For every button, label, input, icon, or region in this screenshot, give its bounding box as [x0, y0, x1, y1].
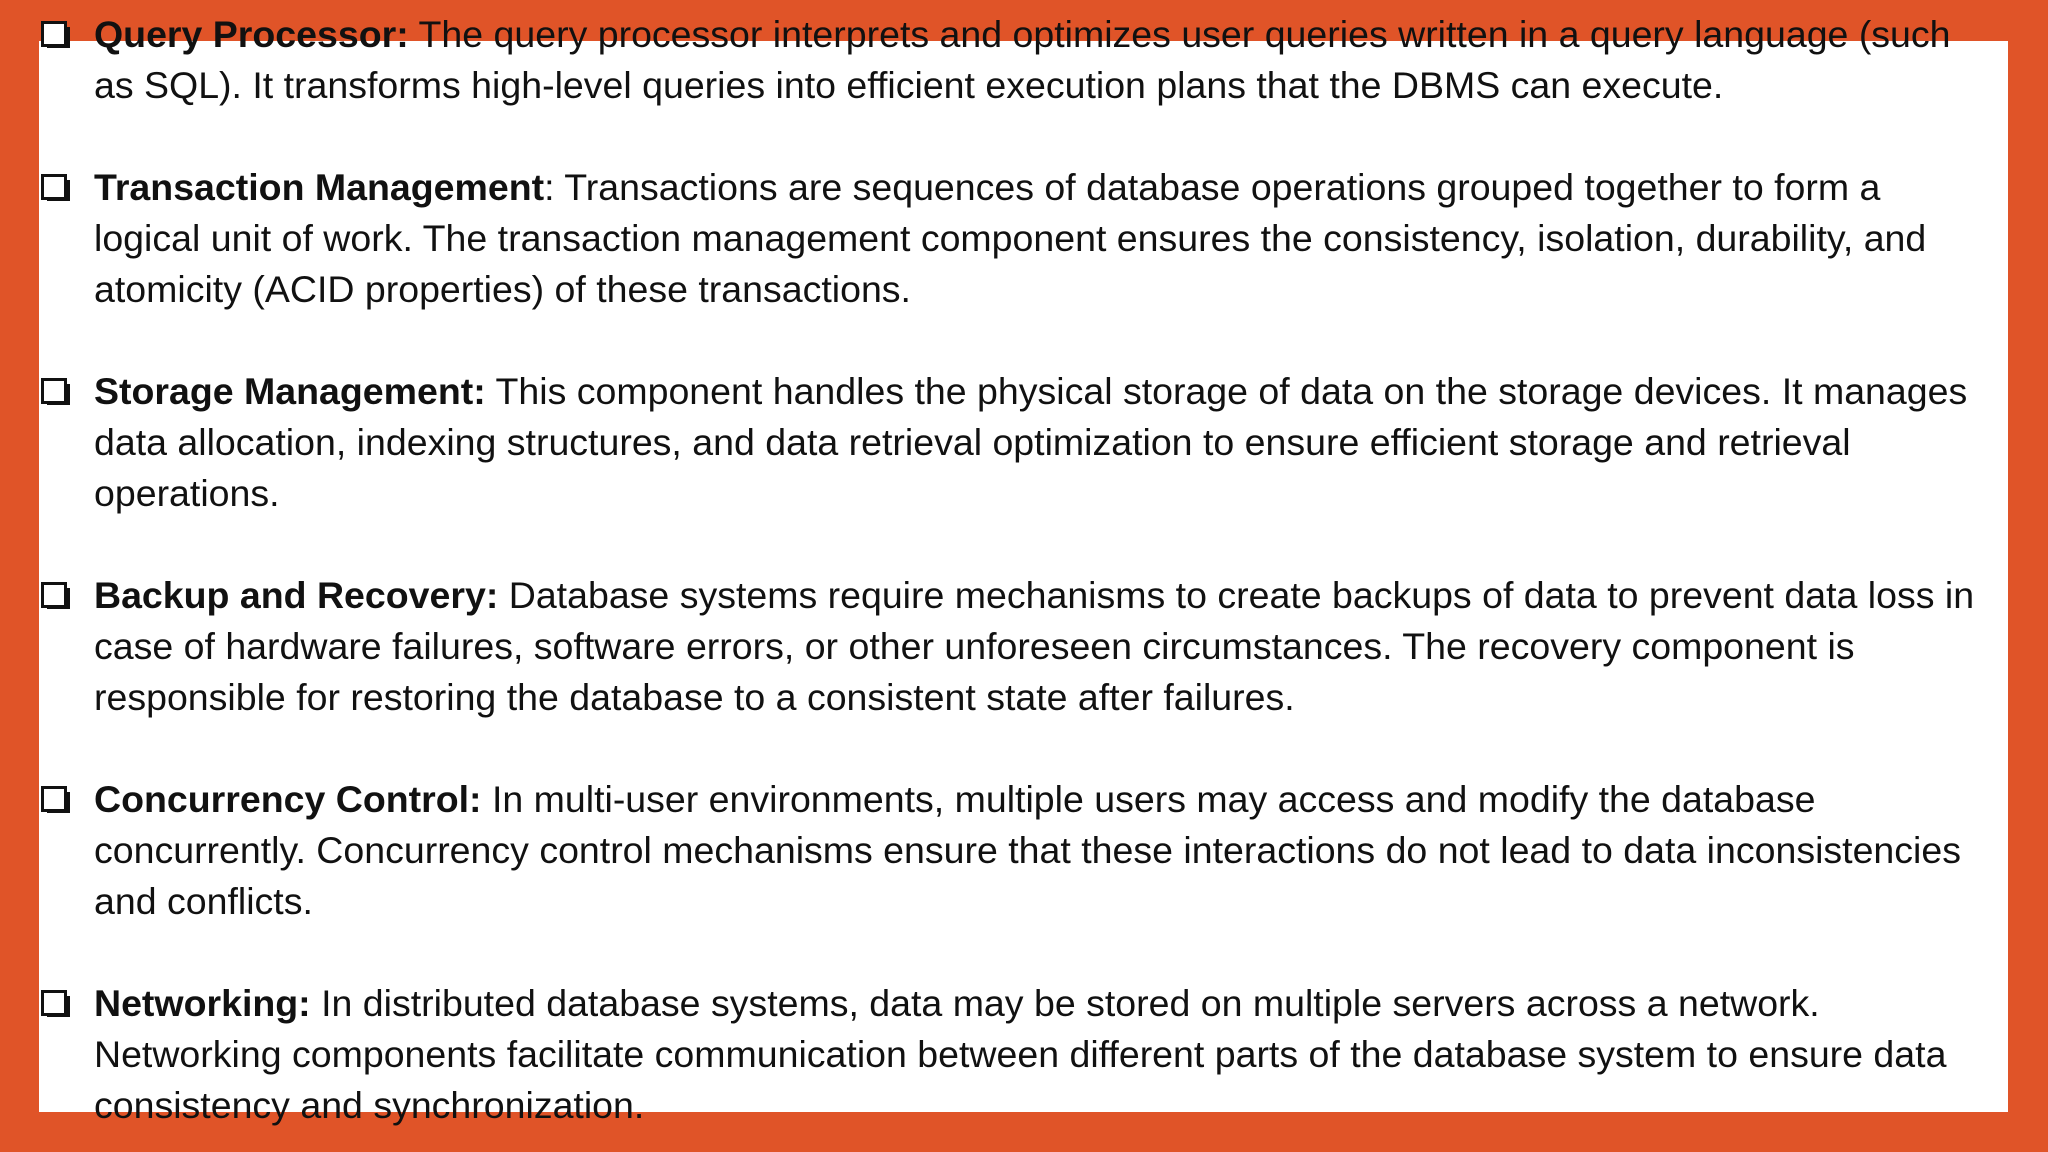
bullet-item-transaction-management — [39, 162, 1989, 315]
bullet-term: Backup and Recovery: — [94, 574, 499, 616]
bullet-item-query-processor — [39, 9, 1989, 111]
bullet-description: Database systems require mechanisms to create backups of data to prevent data loss in case of hardware failures, software errors, or other unforeseen circumstances. The recovery component is responsible for restoring the database to a consistent state after failures. — [94, 574, 1975, 718]
bullet-term: Concurrency Control: — [94, 778, 482, 820]
bullet-term: Query Processor: — [94, 13, 409, 55]
bullet-description: The query processor interprets and optimizes user queries written in a query language (such as SQL). It transforms high-level queries into efficient execution plans that the DBMS can execute. — [94, 13, 1951, 106]
bullet-description: : Transactions are sequences of database operations grouped together to form a logical unit of work. The transaction management component ensures the consistency, isolation, durability, and atomicity (ACID properties) of these transactions. — [94, 166, 1927, 310]
bullet-term: Storage Management: — [94, 370, 486, 412]
bullet-description: This component handles the physical storage of data on the storage devices. It manages data allocation, indexing structures, and data retrieval optimization to ensure efficient storage and retrieval operations. — [94, 370, 1968, 514]
bullet-item-storage-management — [39, 366, 1989, 519]
checkbox-square-icon — [41, 990, 67, 1016]
bullet-item-backup-and-recovery — [39, 570, 1989, 723]
bullet-description: In multi-user environments, multiple users may access and modify the database concurrently. Concurrency control mechanisms ensure that these interactions do not lead to data inconsistencies and conflicts. — [94, 778, 1961, 922]
bullet-description: In distributed database systems, data may be stored on multiple servers across a network. Networking components facilitate communication between different parts of the database system to ensure data consistency and synchronization. — [94, 982, 1947, 1126]
checkbox-square-icon — [41, 378, 67, 404]
checkbox-square-icon — [41, 174, 67, 200]
bullet-item-concurrency-control — [39, 774, 1989, 927]
checkbox-square-icon — [41, 786, 67, 812]
checkbox-square-icon — [41, 582, 67, 608]
bullet-term: Transaction Management — [94, 166, 545, 208]
checkbox-square-icon — [41, 21, 67, 47]
bullet-term: Networking: — [94, 982, 311, 1024]
bullet-item-networking — [39, 978, 1989, 1131]
bullet-list — [39, 9, 1989, 1131]
